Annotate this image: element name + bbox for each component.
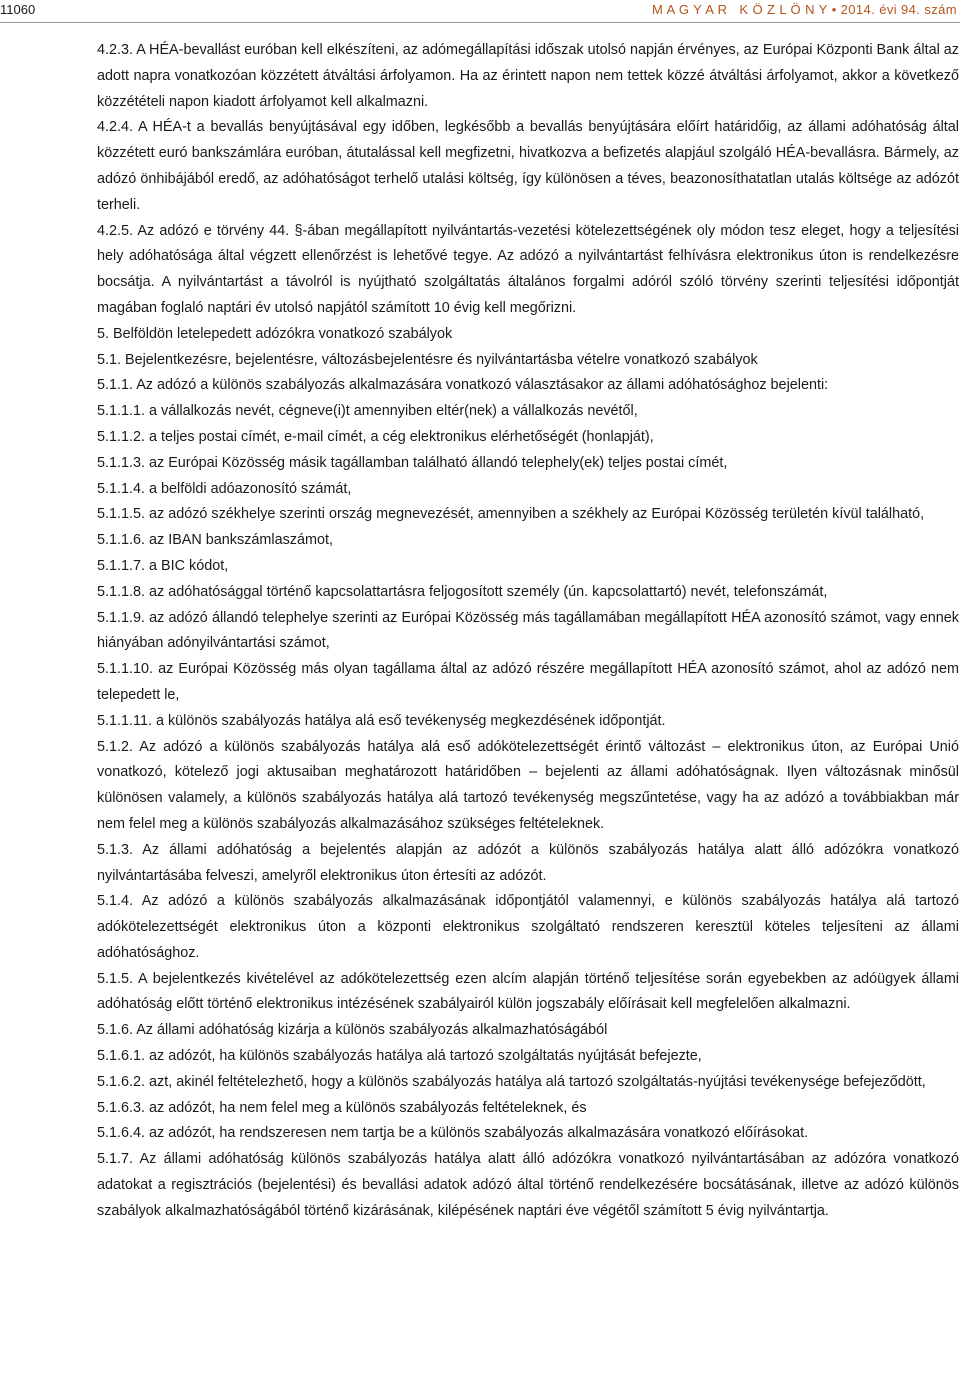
bullet-separator: •	[831, 2, 837, 17]
paragraph: 5.1.7. Az állami adóhatóság különös szabályozás hatálya alatt álló adózókra vonatkozó nyilvántartásában az adózóra vonatkozó adatokat a regisztrációs (bejelentési) és bevallási adatok adózó által történő rendelkezésére bocsátásának, illetve az adózó különös szabályok alkalmazhatóságából történő kizárásának, kilépésének naptári éve végétől számított 5 évig nyilvántartja.	[97, 1151, 959, 1219]
list-item: 5.1.1.10. az Európai Közösség más olyan tagállama által az adózó részére megállapított HÉA azonosító számot, ahol az adózó nem telepedett le,	[97, 661, 959, 703]
list-item: 5.1.1.11. a különös szabályozás hatálya alá eső tevékenység megkezdésének időpontját.	[97, 712, 666, 729]
paragraph: 4.2.3. A HÉA-bevallást euróban kell elkészíteni, az adómegállapítási időszak utolsó napján érvényes, az Európai Központi Bank által az adott napra vonatkozóan közzétett átváltási árfolyamon. Ha az érintett napon nem tettek közzé átváltási árfolyamot, akkor a következő közzétételi napon kiadott árfolyamot kell alkalmazni.	[97, 42, 959, 110]
issue-label: 2014. évi 94. szám	[840, 2, 957, 17]
journal-title	[652, 2, 957, 17]
paragraph: 4.2.5. Az adózó e törvény 44. §-ában megállapított nyilvántartás-vezetési kötelezettségének oly módon tesz eleget, hogy a teljesítési hely adóhatósága által végzett ellenőrzést is lehetővé tegye. Az adózó a nyilvántartást felhívásra elektronikus úton is rendelkezésre bocsátja. A nyilvántartást a távolról is nyújtható szolgáltatás általános forgalmi adóról szóló törvény szerinti teljesítési időpontját magában foglaló naptári év utolsó napjától számított 10 évig kell megőrizni.	[97, 222, 959, 316]
header-rule	[0, 22, 960, 23]
page-header	[0, 0, 960, 24]
list-item: 5.1.1.5. az adózó székhelye szerinti ország megnevezését, amennyiben a székhely az Európai Közösség területén kívül található,	[97, 506, 925, 523]
list-item: 5.1.1.7. a BIC kódot,	[97, 557, 229, 574]
list-item: 5.1.1.8. az adóhatósággal történő kapcsolattartásra feljogosított személy (ún. kapcsolattartó) nevét, telefonszámát,	[97, 583, 828, 600]
paragraph: 5.1.4. Az adózó a különös szabályozás alkalmazásának időpontjától valamennyi, e különös szabályozás hatálya alá tartozó adókötelezettségét elektronikus úton a központi elektronikus szolgáltató rendszeren keresztül köteles teljesíteni az állami adóhatósághoz.	[97, 893, 959, 961]
list-item: 5.1.1.2. a teljes postai címét, e-mail címét, a cég elektronikus elérhetőségét (honlapját),	[97, 428, 654, 445]
paragraph: 5.1.6. Az állami adóhatóság kizárja a különös szabályozás alkalmazhatóságából	[97, 1022, 608, 1039]
list-item: 5.1.6.3. az adózót, ha nem felel meg a különös szabályozás feltételeknek, és	[97, 1099, 587, 1116]
list-item: 5.1.1.1. a vállalkozás nevét, cégneve(i)t amennyiben eltér(nek) a vállalkozás nevétől,	[97, 403, 638, 420]
paragraph: 4.2.4. A HÉA-t a bevallás benyújtásával egy időben, legkésőbb a bevallás benyújtására előírt határidőig, az állami adóhatóság által közzétett euró bankszámlára euróban, átutalással kell megfizetni, hivatkozva a befizetés alapjául szolgáló HÉA-bevallásra. Bármely, az adózó önhibájából eredő, az adóhatóságot terhelő utalási költség, így különösen a téves, beazonosíthatatlan utalás költsége az adózót terheli.	[97, 119, 959, 213]
list-item: 5.1.6.2. azt, akinél feltételezhető, hogy a különös szabályozás hatálya alá tartozó szolgáltatás-nyújtási tevékenysége befejeződött,	[97, 1073, 926, 1090]
list-item: 5.1.1.9. az adózó állandó telephelye szerinti az Európai Közösség más tagállamában megállapított HÉA azonosító számot, vagy ennek hiányában adónyilvántartási számot,	[97, 609, 959, 652]
paragraph: 5.1.5. A bejelentkezés kivételével az adókötelezettség ezen alcím alapján történő teljesítése során egyebekben az adóügyek állami adóhatóság előtt történő elektronikus intézésének szabályairól külön jogszabály előírásait kell megfelelően alkalmazni.	[97, 970, 959, 1013]
list-item: 5.1.1.4. a belföldi adóazonosító számát,	[97, 480, 352, 497]
list-item: 5.1.1.6. az IBAN bankszámlaszámot,	[97, 532, 333, 549]
document-body	[97, 38, 959, 1225]
paragraph: 5.1.3. Az állami adóhatóság a bejelentés alapján az adózót a különös szabályozás hatálya alatt álló adózókra vonatkozó nyilvántartásába felveszi, amelyről elektronikus úton értesíti az adózót.	[97, 841, 959, 884]
paragraph: 5.1.1. Az adózó a különös szabályozás alkalmazására vonatkozó választásakor az állami adóhatósághoz bejelenti:	[97, 377, 829, 394]
journal-name: M A G Y A R K Ö Z L Ö N Y	[651, 2, 828, 17]
section-heading: 5. Belföldön letelepedett adózókra vonatkozó szabályok	[97, 325, 453, 342]
subsection-heading: 5.1. Bejelentkezésre, bejelentésre, változásbejelentésre és nyilvántartásba vételre vonatkozó szabályok	[97, 351, 758, 368]
list-item: 5.1.6.1. az adózót, ha különös szabályozás hatálya alá tartozó szolgáltatás nyújtását befejezte,	[97, 1048, 702, 1065]
page-number: 11060	[0, 2, 36, 17]
paragraph: 5.1.2. Az adózó a különös szabályozás hatálya alá eső adókötelezettségét érintő változást – elektronikus úton, az Európai Unió vonatkozó, kötelező jogi aktusaiban meghatározott határidőben – bejelenti az állami adóhatóságnak. Ilyen változásnak minősül különösen valamely, a különös szabályozás hatálya alá tartozó tevékenység megszűntetése, vagy ha az adózó a továbbiakban már nem felel meg a különös szabályozás alkalmazásához szükséges feltételeknek.	[97, 738, 959, 832]
list-item: 5.1.6.4. az adózót, ha rendszeresen nem tartja be a különös szabályozás alkalmazására vonatkozó előírásokat.	[97, 1125, 809, 1142]
list-item: 5.1.1.3. az Európai Közösség másik tagállamban található állandó telephely(ek) teljes postai címét,	[97, 454, 728, 471]
